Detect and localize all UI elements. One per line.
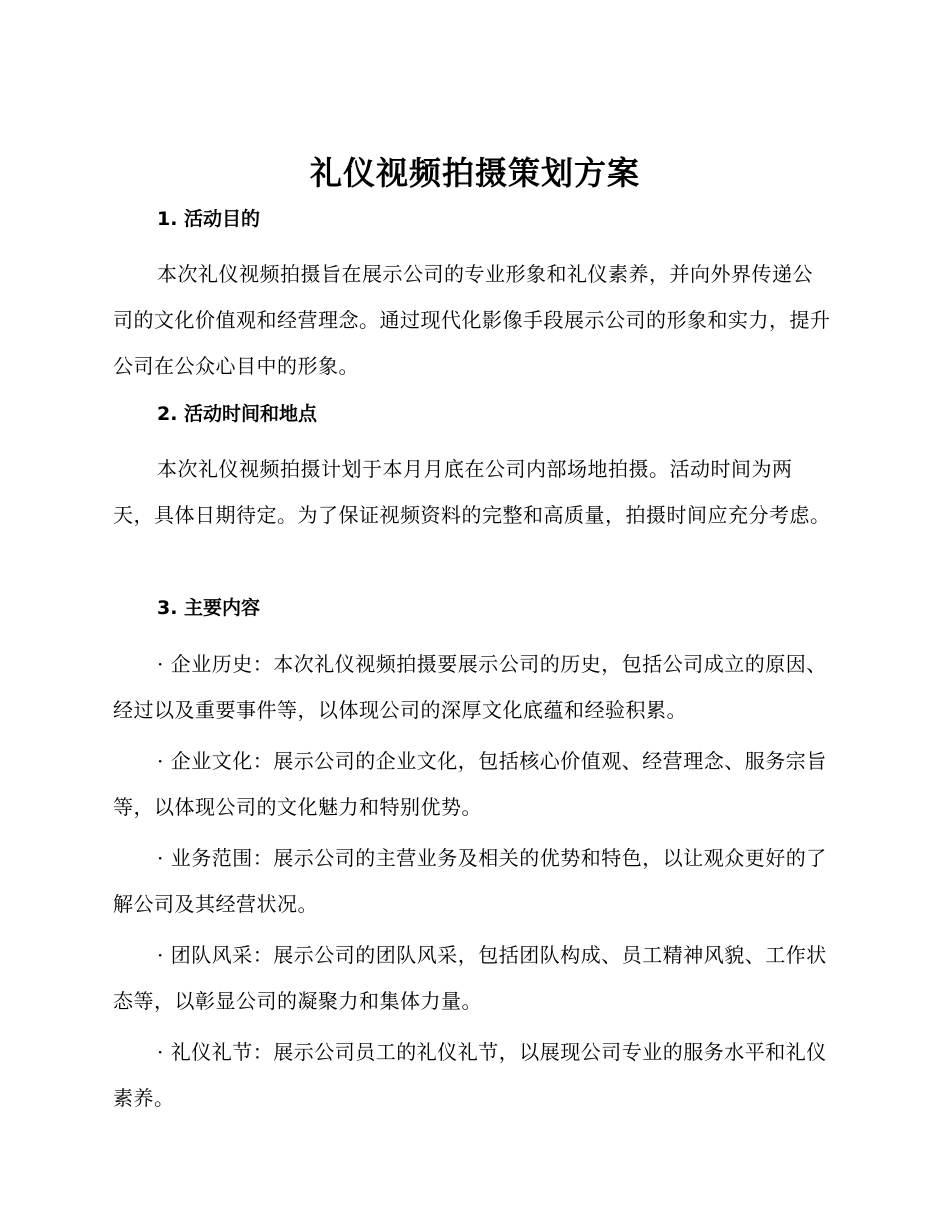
- list-item-business-scope: · 业务范围：展示公司的主营业务及相关的优势和特色，以让观众更好的了解公司及其经营状况。: [113, 846, 827, 916]
- list-item-company-culture: · 企业文化：展示公司的企业文化，包括核心价值观、经营理念、服务宗旨等，以体现公司的文化魅力和特别优势。: [113, 749, 827, 819]
- section-heading-purpose: 1. 活动目的: [157, 208, 261, 230]
- list-item-etiquette: · 礼仪礼节：展示公司员工的礼仪礼节，以展现公司专业的服务水平和礼仪素养。: [113, 1040, 827, 1110]
- section-heading-main-content: 3. 主要内容: [157, 597, 261, 619]
- paragraph-purpose: 本次礼仪视频拍摄旨在展示公司的专业形象和礼仪素养，并向外界传递公司的文化价值观和经营理念。通过现代化影像手段展示公司的形象和实力，提升公司在公众心目中的形象。: [113, 262, 831, 378]
- list-item-team-spirit: · 团队风采：展示公司的团队风采，包括团队构成、员工精神风貌、工作状态等，以彰显公司的凝聚力和集体力量。: [113, 943, 827, 1013]
- document-title: 礼仪视频拍摄策划方案: [309, 154, 640, 192]
- list-item-company-history: · 企业历史：本次礼仪视频拍摄要展示公司的历史，包括公司成立的原因、经过以及重要事件等，以体现公司的深厚文化底蕴和经验积累。: [113, 652, 827, 722]
- section-heading-time-place: 2. 活动时间和地点: [157, 403, 318, 425]
- paragraph-time-place: 本次礼仪视频拍摄计划于本月月底在公司内部场地拍摄。活动时间为两天，具体日期待定。为了保证视频资料的完整和高质量，拍摄时间应充分考虑。: [113, 457, 831, 527]
